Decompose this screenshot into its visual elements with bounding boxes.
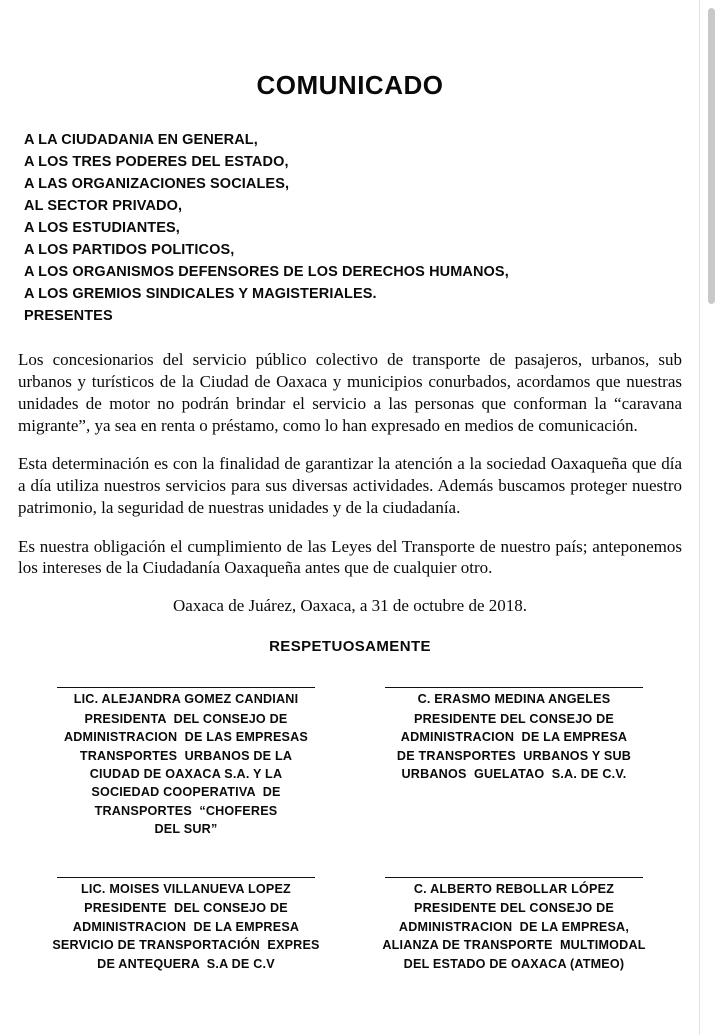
signature-role-line: SERVICIO DE TRANSPORTACIÓN EXPRES [52,938,320,953]
scrollbar-thumb[interactable] [708,8,715,304]
signature-role [379,710,649,784]
addressee-line: A LAS ORGANIZACIONES SOCIALES, [24,176,290,193]
signature-block [379,877,649,973]
body-paragraph: Es nuestra obligación el cumplimiento de las Leyes del Transporte de nuestro país; anteponemos los intereses de la Ciudadanía Oaxaqueña antes que de cualquier otro. [18,536,682,578]
signature-role-line: PRESIDENTA DEL CONSEJO DE [84,711,288,726]
signature-rule [385,687,643,688]
addressee-presentes: PRESENTES [24,308,113,325]
signature-rule [385,877,643,878]
addressee-line: A LA CIUDADANIA EN GENERAL, [24,132,258,148]
signature-role [51,899,321,973]
signature-name: C. ALBERTO REBOLLAR LÓPEZ [413,881,615,896]
signature-role [379,899,649,973]
addressee-line: AL SECTOR PRIVADO, [24,198,183,215]
signature-name: LIC. MOISES VILLANUEVA LOPEZ [81,881,291,896]
signature-role-line: DE TRANSPORTES URBANOS Y SUB [396,748,632,763]
addressee-line: A LOS TRES PODERES DEL ESTADO, [24,154,289,171]
addressee-line: A LOS GREMIOS SINDICALES Y MAGISTERIALES. [24,286,377,303]
signature-role-line: ADMINISTRACION DE LAS EMPRESAS [63,730,309,745]
signature-role-line: TRANSPORTES “CHOFERES [94,803,278,818]
body-paragraph: Esta determinación es con la finalidad de garantizar la atención a la sociedad Oaxaqueña que día a día utiliza nuestros servicios para sus diversas actividades. Además buscamos proteger nuestro patrimonio, la seguridad de nuestras unidades y de la ciudadanía. [18,454,682,517]
addressee-line: A LOS ESTUDIANTES, [24,220,180,237]
signature-role-line: CIUDAD DE OAXACA S.A. Y LA [89,767,283,782]
signature-role-line: ADMINISTRACION DE LA EMPRESA [72,919,300,934]
signature-role-line: ADMINISTRACION DE LA EMPRESA, [398,919,630,934]
document-body [18,349,682,579]
signature-rule [57,877,315,878]
place-and-date: Oaxaca de Juárez, Oaxaca, a 31 de octubre de 2018. [173,596,527,616]
signature-role-line: PRESIDENTE DEL CONSEJO DE [413,711,614,726]
signature-role-line: ALIANZA DE TRANSPORTE MULTIMODAL [382,938,646,953]
signature-rule [57,687,315,688]
signature-role-line: PRESIDENTE DEL CONSEJO DE [413,901,614,916]
addressee-line: A LOS PARTIDOS POLITICOS, [24,242,235,259]
signature-block [51,687,321,839]
signature-row [0,877,700,973]
closing-salutation: RESPETUOSAMENTE [269,638,431,656]
signature-block [51,877,321,973]
signature-name: LIC. ALEJANDRA GOMEZ CANDIANI [73,692,299,707]
signature-role-line: TRANSPORTES URBANOS DE LA [79,748,293,763]
signature-role-line: URBANOS GUELATAO S.A. DE C.V. [401,767,627,782]
page-title: COMUNICADO [256,70,444,100]
signature-role-line: PRESIDENTE DEL CONSEJO DE [84,901,288,916]
signature-name: C. ERASMO MEDINA ANGELES [417,692,611,707]
scrollbar-track[interactable] [699,0,718,1035]
signature-role-line: DEL ESTADO DE OAXACA (ATMEO) [403,956,625,971]
signature-block [379,687,649,839]
signature-role-line: SOCIEDAD COOPERATIVA DE [91,785,281,800]
signature-grid [0,687,700,973]
signature-row [0,687,700,839]
signature-role-line: DE ANTEQUERA S.A DE C.V [97,956,275,971]
addressee-list [24,129,700,327]
signature-role [51,710,321,839]
signature-role-line: ADMINISTRACION DE LA EMPRESA [400,730,628,745]
addressee-line: A LOS ORGANISMOS DEFENSORES DE LOS DERECHOS HUMANOS, [24,264,509,281]
signature-role-line: DEL SUR” [154,822,218,837]
body-paragraph: Los concesionarios del servicio público colectivo de transporte de pasajeros, urbanos, sub urbanos y turísticos de la Ciudad de Oaxaca y municipios conurbados, acordamos que nuestras unidades de motor no podrán brindar el servicio a las personas que conforman la “caravana migrante”, ya sea en renta o préstamo, como lo han expresado en medios de comunicación. [18,350,682,435]
